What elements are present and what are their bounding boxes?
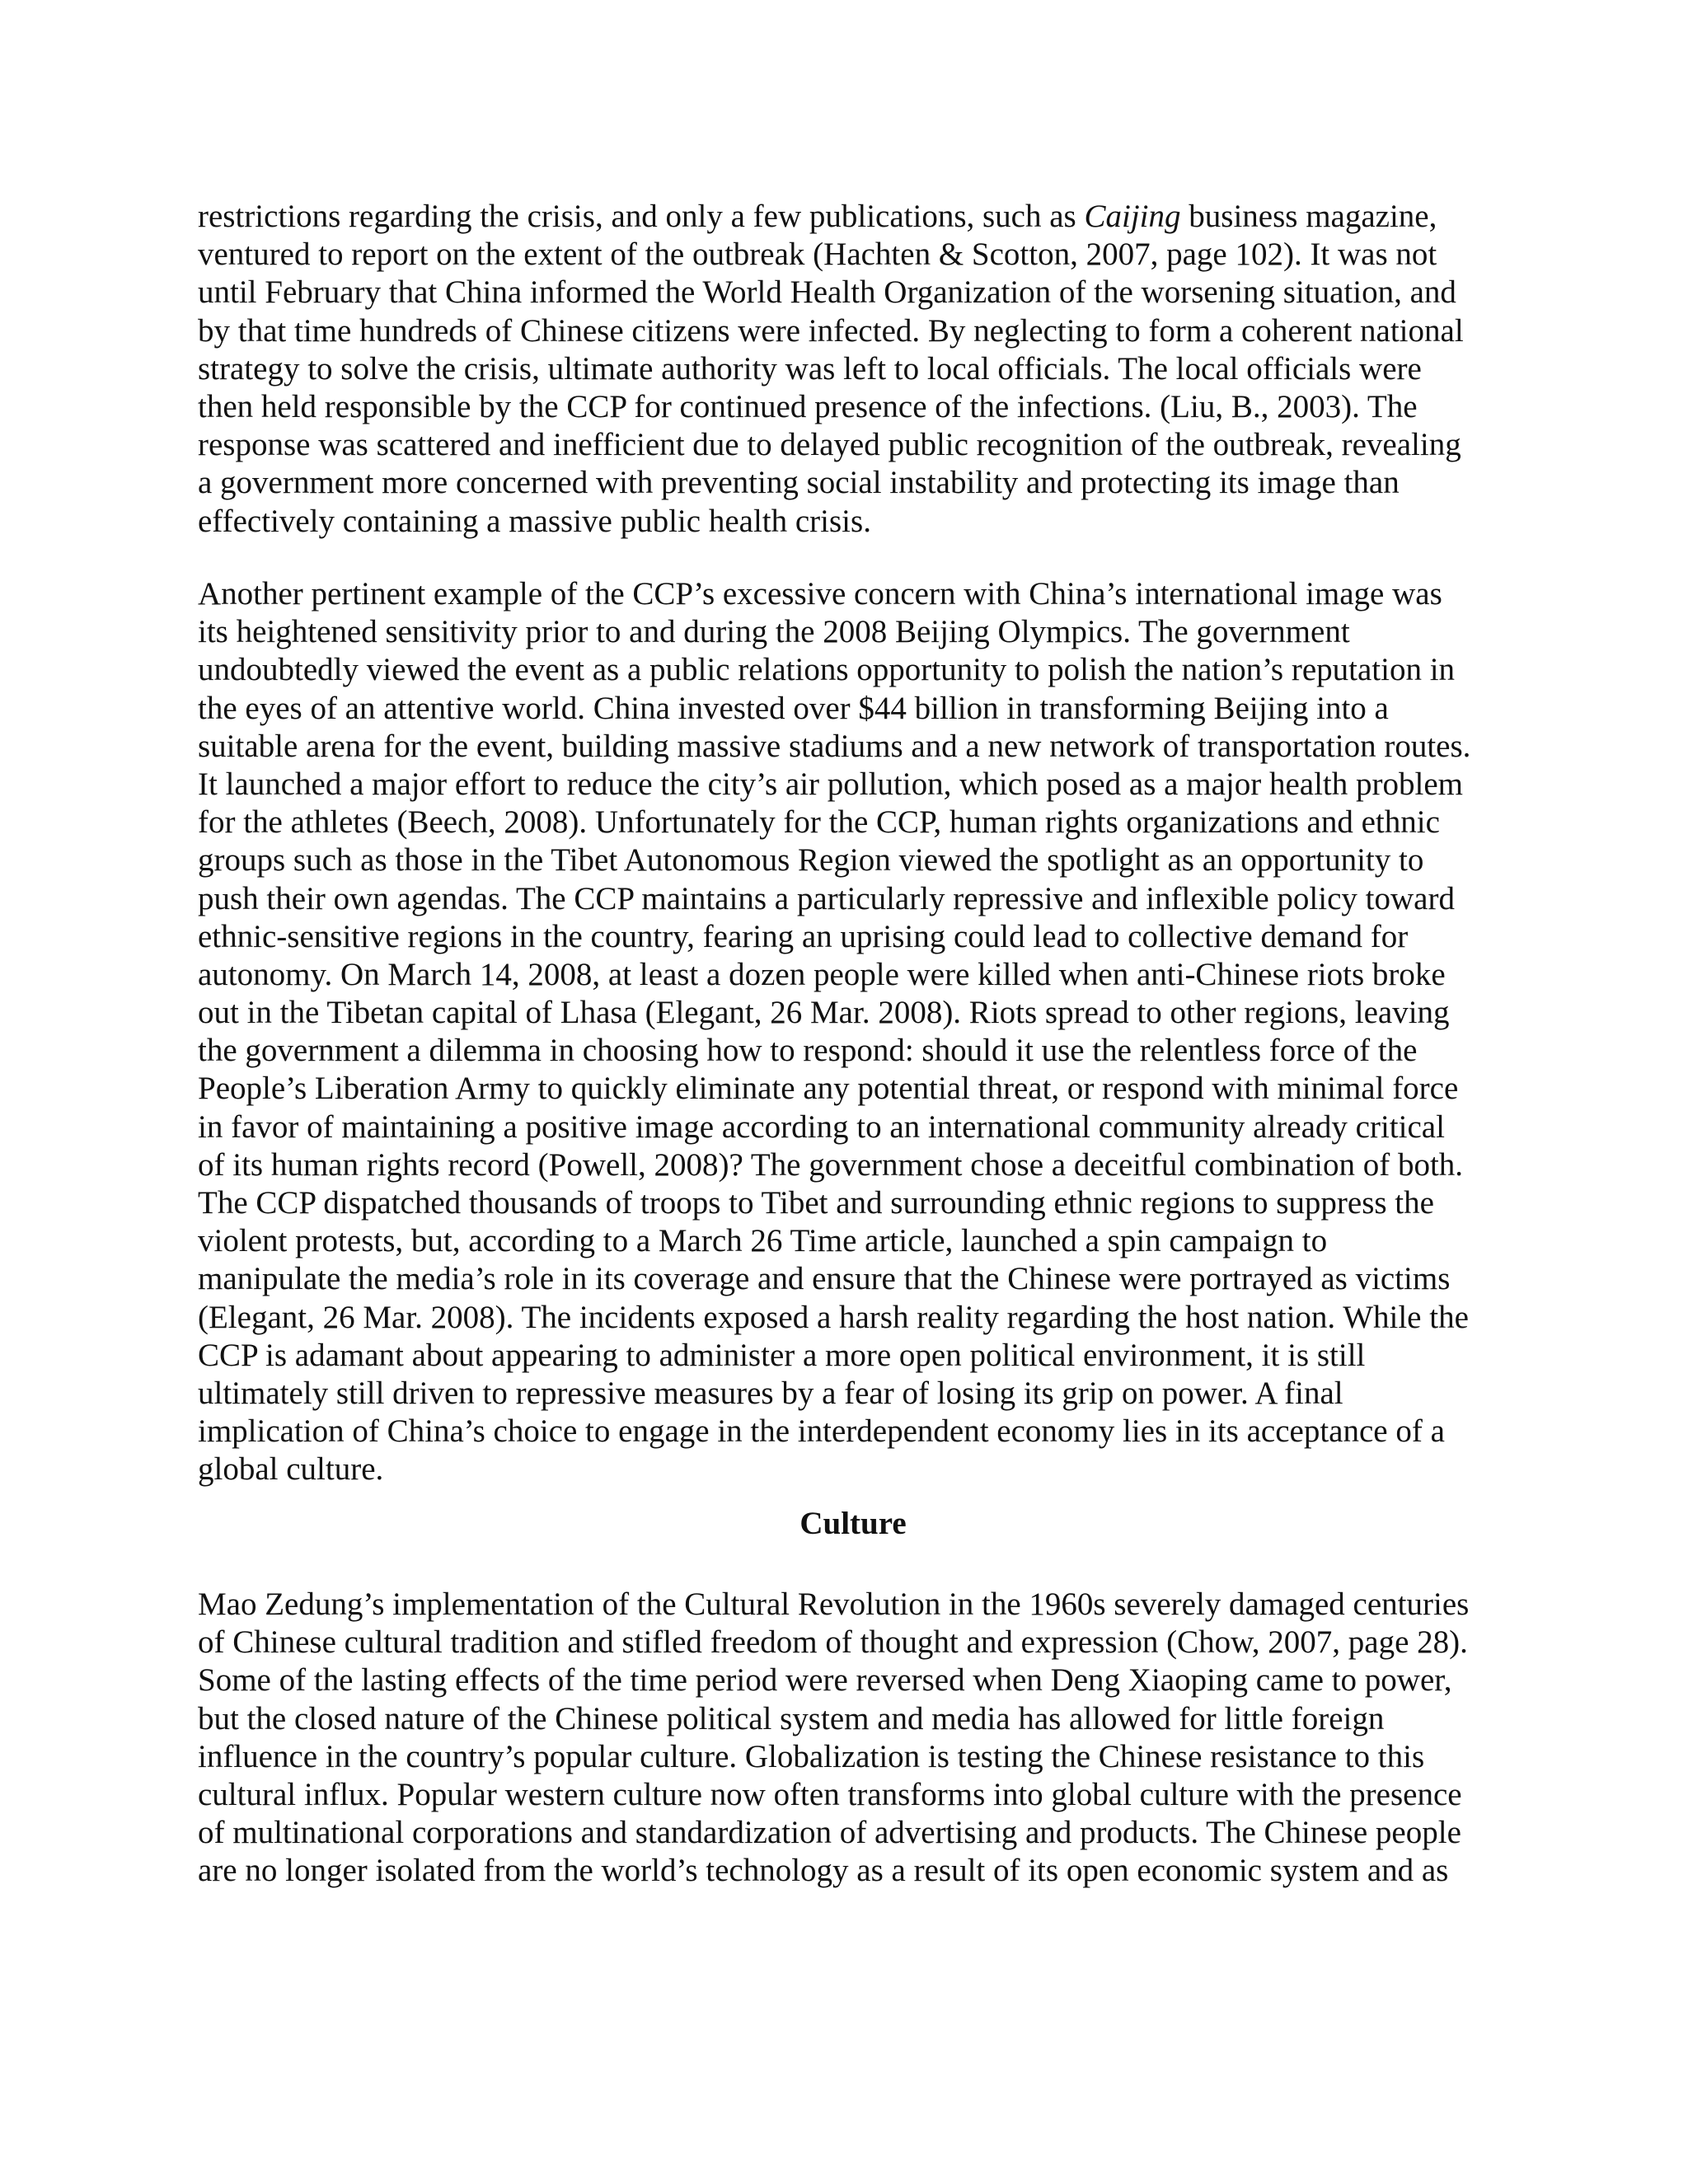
italic-title: Caijing: [1084, 199, 1181, 234]
text-line: [198, 503, 1508, 541]
text-run: Mao Zedung’s implementation of the Cultural Revolution in the 1960s severely damaged centuries: [198, 1586, 1470, 1622]
text-line: [198, 1299, 1508, 1337]
text-line: [198, 274, 1508, 312]
text-run: a government more concerned with preventing social instability and protecting its image than: [198, 465, 1400, 501]
text-run: It launched a major effort to reduce the city’s air pollution, which posed as a major health problem: [198, 766, 1463, 802]
section-heading-culture: Culture: [799, 1506, 907, 1541]
text-line: [198, 236, 1508, 274]
text-line: [198, 994, 1508, 1032]
text-line: [198, 1413, 1508, 1451]
text-run: for the athletes (Beech, 2008). Unfortunately for the CCP, human rights organizations and ethnic: [198, 804, 1440, 841]
text-run: cultural influx. Popular western culture now often transforms into global culture with the presence: [198, 1776, 1462, 1812]
text-line: [198, 1776, 1508, 1814]
text-line: [198, 1184, 1508, 1222]
text-line: [198, 1260, 1508, 1298]
text-run: effectively containing a massive public health crisis.: [198, 503, 871, 539]
text-run: strategy to solve the crisis, ultimate authority was left to local officials. The local officials were: [198, 350, 1422, 387]
text-line: [198, 198, 1508, 236]
text-run: People’s Liberation Army to quickly eliminate any potential threat, or respond with minimal force: [198, 1071, 1459, 1107]
text-line: [198, 426, 1508, 464]
paragraph-culture: [198, 1586, 1508, 1891]
text-run: Some of the lasting effects of the time period were reversed when Deng Xiaoping came to power,: [198, 1662, 1452, 1699]
text-run: of Chinese cultural tradition and stifled freedom of thought and expression (Chow, 2007, page 28).: [198, 1624, 1468, 1661]
text-run: in favor of maintaining a positive image according to an international community already critical: [198, 1108, 1445, 1145]
text-run: business magazine,: [1180, 199, 1437, 234]
text-line: [198, 613, 1508, 651]
text-line: [198, 766, 1508, 804]
text-line: [198, 1624, 1508, 1661]
text-run: The CCP dispatched thousands of troops to Tibet and surrounding ethnic regions to suppress the: [198, 1185, 1434, 1221]
text-run: undoubtedly viewed the event as a public relations opportunity to polish the nation’s reputation in: [198, 652, 1456, 688]
text-line: [198, 841, 1508, 879]
text-run: push their own agendas. The CCP maintains a particularly repressive and inflexible policy toward: [198, 880, 1455, 916]
text-run: ultimately still driven to repressive measures by a fear of losing its grip on power. A final: [198, 1375, 1343, 1411]
text-run: global culture.: [198, 1451, 384, 1488]
text-run: restrictions regarding the crisis, and only a few publications, such as: [198, 199, 1085, 234]
text-run: are no longer isolated from the world’s technology as a result of its open economic system and as: [198, 1853, 1449, 1889]
text-run: then held responsible by the CCP for continued presence of the infections. (Liu, B., 2003). The: [198, 388, 1418, 424]
text-line: [198, 1222, 1508, 1260]
text-line: [198, 690, 1508, 728]
paragraph-beijing-olympics: [198, 575, 1508, 1489]
text-line: [198, 1738, 1508, 1776]
text-line: [198, 804, 1508, 841]
text-run: (Elegant, 26 Mar. 2008). The incidents exposed a harsh reality regarding the host nation. While the: [198, 1299, 1469, 1335]
text-line: [198, 1070, 1508, 1108]
text-line: [198, 575, 1508, 613]
text-run: the government a dilemma in choosing how to respond: should it use the relentless force of the: [198, 1033, 1418, 1069]
text-line: [198, 728, 1508, 766]
paragraph-sars-response: [198, 198, 1508, 541]
text-run: of its human rights record (Powell, 2008)? The government chose a deceitful combination of both.: [198, 1146, 1464, 1183]
text-run: manipulate the media’s role in its coverage and ensure that the Chinese were portrayed as victims: [198, 1261, 1451, 1297]
text-line: [198, 1586, 1508, 1624]
text-run: but the closed nature of the Chinese political system and media has allowed for little foreign: [198, 1700, 1385, 1736]
text-run: autonomy. On March 14, 2008, at least a dozen people were killed when anti-Chinese riots broke: [198, 956, 1446, 992]
text-run: response was scattered and inefficient due to delayed public recognition of the outbreak, revealing: [198, 427, 1461, 463]
text-line: [198, 1661, 1508, 1699]
text-run: ventured to report on the extent of the outbreak (Hachten & Scotton, 2007, page 102). It was not: [198, 237, 1437, 273]
text-line: [198, 1032, 1508, 1070]
text-line: [198, 312, 1508, 350]
text-line: [198, 1108, 1508, 1146]
text-run: by that time hundreds of Chinese citizens were infected. By neglecting to form a coherent national: [198, 312, 1464, 349]
text-line: [198, 880, 1508, 918]
text-run: CCP is adamant about appearing to administer a more open political environment, it is still: [198, 1337, 1366, 1373]
text-run: Another pertinent example of the CCP’s excessive concern with China’s international image was: [198, 576, 1442, 612]
text-run: out in the Tibetan capital of Lhasa (Elegant, 26 Mar. 2008). Riots spread to other regions, leaving: [198, 995, 1450, 1031]
text-run: implication of China’s choice to engage in the interdependent economy lies in its acceptance of a: [198, 1413, 1445, 1450]
text-run: its heightened sensitivity prior to and during the 2008 Beijing Olympics. The government: [198, 614, 1350, 650]
text-run: groups such as those in the Tibet Autonomous Region viewed the spotlight as an opportunity to: [198, 842, 1424, 879]
text-line: [198, 1814, 1508, 1852]
text-line: [198, 1700, 1508, 1738]
text-line: [198, 1375, 1508, 1413]
text-line: [198, 1852, 1508, 1890]
text-line: [198, 918, 1508, 956]
text-line: [198, 1146, 1508, 1184]
text-line: [198, 1337, 1508, 1375]
text-run: violent protests, but, according to a March 26 Time article, launched a spin campaign to: [198, 1223, 1328, 1259]
text-line: [198, 1451, 1508, 1488]
text-run: of multinational corporations and standardization of advertising and products. The Chinese people: [198, 1815, 1461, 1851]
text-line: [198, 651, 1508, 689]
text-run: ethnic-sensitive regions in the country, fearing an uprising could lead to collective demand for: [198, 918, 1409, 954]
text-line: [198, 350, 1508, 388]
text-run: until February that China informed the World Health Organization of the worsening situation, and: [198, 274, 1456, 311]
text-line: [198, 464, 1508, 502]
text-run: suitable arena for the event, building massive stadiums and a new network of transportation routes.: [198, 728, 1471, 764]
text-run: the eyes of an attentive world. China invested over $44 billion in transforming Beijing into a: [198, 690, 1389, 726]
text-run: influence in the country’s popular culture. Globalization is testing the Chinese resistance to this: [198, 1738, 1425, 1774]
text-line: [198, 956, 1508, 994]
text-line: [198, 388, 1508, 426]
